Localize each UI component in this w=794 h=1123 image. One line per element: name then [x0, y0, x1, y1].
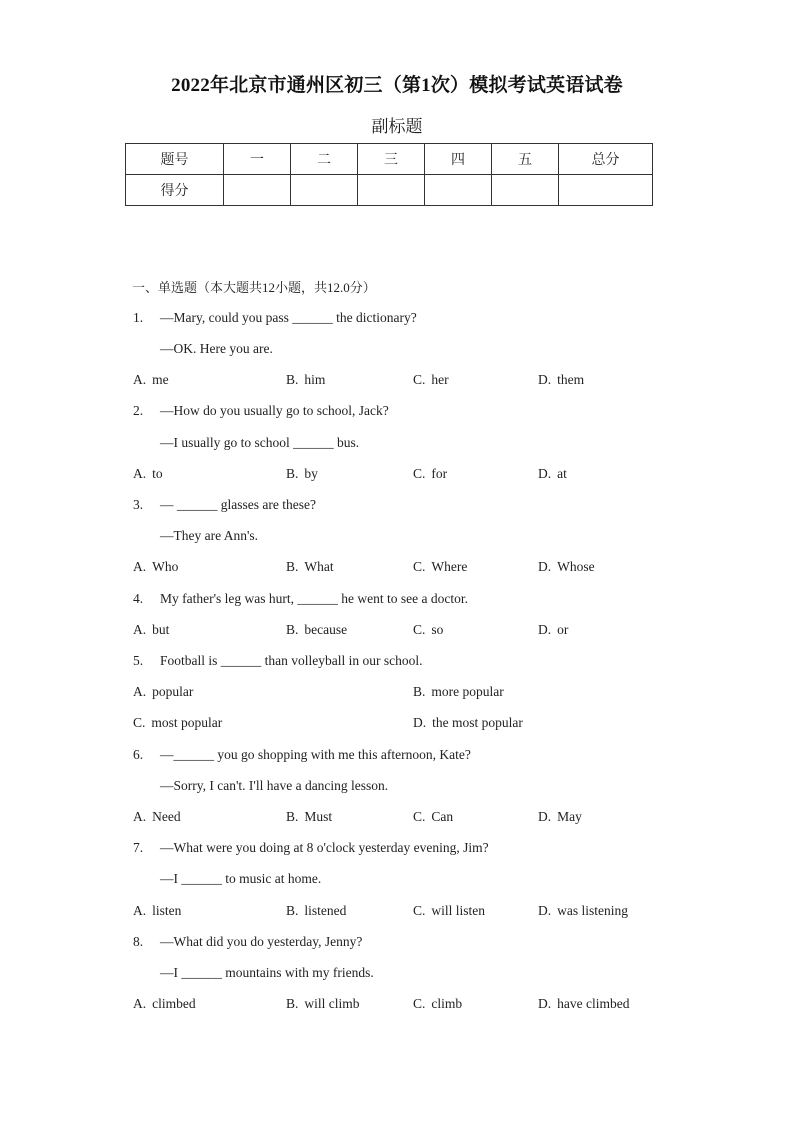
option-a[interactable]: A. popular: [133, 684, 194, 699]
option-b[interactable]: B. more popular: [413, 684, 504, 699]
option-b[interactable]: B. listened: [286, 903, 347, 918]
score-cell[interactable]: [492, 175, 559, 206]
question-line: —Sorry, I can't. I'll have a dancing lesson.: [160, 778, 389, 793]
option-a[interactable]: A. to: [133, 466, 163, 481]
option-b[interactable]: B. Must: [286, 809, 333, 824]
score-header-cell: 四: [425, 144, 492, 175]
question-number: 5.: [133, 653, 144, 668]
question-line: My father's leg was hurt, ______ he went to see a doctor.: [160, 591, 468, 606]
option-a[interactable]: A. Who: [133, 559, 179, 574]
option-d[interactable]: D. or: [538, 622, 569, 637]
question-line: —What did you do yesterday, Jenny?: [160, 934, 363, 949]
question-number: 3.: [133, 497, 144, 512]
option-a[interactable]: A. but: [133, 622, 170, 637]
score-header-cell: 三: [358, 144, 425, 175]
score-value-row: [126, 175, 653, 206]
option-d[interactable]: D. have climbed: [538, 996, 630, 1011]
question-line: —______ you go shopping with me this afternoon, Kate?: [160, 747, 471, 762]
question-line: —How do you usually go to school, Jack?: [160, 403, 389, 418]
score-row-label: 得分: [126, 175, 224, 206]
option-c[interactable]: C. so: [413, 622, 444, 637]
option-a[interactable]: A. listen: [133, 903, 182, 918]
score-header-row: [126, 144, 653, 175]
option-d[interactable]: D. at: [538, 466, 567, 481]
score-header-cell: 五: [492, 144, 559, 175]
option-a[interactable]: A. me: [133, 372, 169, 387]
score-cell[interactable]: [291, 175, 358, 206]
question-line: — ______ glasses are these?: [160, 497, 316, 512]
option-c[interactable]: C. will listen: [413, 903, 486, 918]
question-number: 6.: [133, 747, 144, 762]
question-line: —OK. Here you are.: [160, 341, 273, 356]
score-cell[interactable]: [358, 175, 425, 206]
question-line: —Mary, could you pass ______ the dictionary?: [160, 310, 417, 325]
option-b[interactable]: B. because: [286, 622, 348, 637]
score-table: [125, 143, 653, 206]
option-b[interactable]: B. What: [286, 559, 334, 574]
score-cell[interactable]: [425, 175, 492, 206]
question-number: 8.: [133, 934, 144, 949]
option-c[interactable]: C. Where: [413, 559, 468, 574]
option-d[interactable]: D. was listening: [538, 903, 628, 918]
section-heading: 一、单选题（本大题共12小题，共12.0分）: [132, 280, 376, 295]
score-header-cell: 一: [224, 144, 291, 175]
option-c[interactable]: C. most popular: [133, 715, 223, 730]
option-d[interactable]: D. the most popular: [413, 715, 523, 730]
score-header-cell: 二: [291, 144, 358, 175]
score-cell[interactable]: [559, 175, 653, 206]
option-d[interactable]: D. Whose: [538, 559, 595, 574]
score-cell[interactable]: [224, 175, 291, 206]
question-line: —I ______ to music at home.: [160, 871, 322, 886]
option-c[interactable]: C. Can: [413, 809, 454, 824]
option-b[interactable]: B. by: [286, 466, 318, 481]
option-a[interactable]: A. Need: [133, 809, 181, 824]
question-line: —What were you doing at 8 o'clock yesterday evening, Jim?: [160, 840, 489, 855]
question-line: —They are Ann's.: [160, 528, 259, 543]
question-number: 7.: [133, 840, 144, 855]
exam-title: 2022年北京市通州区初三（第1次）模拟考试英语试卷: [171, 75, 623, 96]
question-line: Football is ______ than volleyball in our school.: [160, 653, 423, 668]
option-d[interactable]: D. them: [538, 372, 585, 387]
option-c[interactable]: C. for: [413, 466, 448, 481]
question-number: 4.: [133, 591, 144, 606]
question-number: 1.: [133, 310, 144, 325]
option-d[interactable]: D. May: [538, 809, 582, 824]
option-b[interactable]: B. him: [286, 372, 326, 387]
exam-subtitle: 副标题: [371, 117, 423, 136]
question-line: —I usually go to school ______ bus.: [160, 435, 360, 450]
option-a[interactable]: A. climbed: [133, 996, 196, 1011]
question-line: —I ______ mountains with my friends.: [160, 965, 374, 980]
option-c[interactable]: C. her: [413, 372, 449, 387]
score-header-cell: 题号: [126, 144, 224, 175]
option-b[interactable]: B. will climb: [286, 996, 360, 1011]
question-number: 2.: [133, 403, 144, 418]
score-header-cell: 总分: [559, 144, 653, 175]
option-c[interactable]: C. climb: [413, 996, 463, 1011]
